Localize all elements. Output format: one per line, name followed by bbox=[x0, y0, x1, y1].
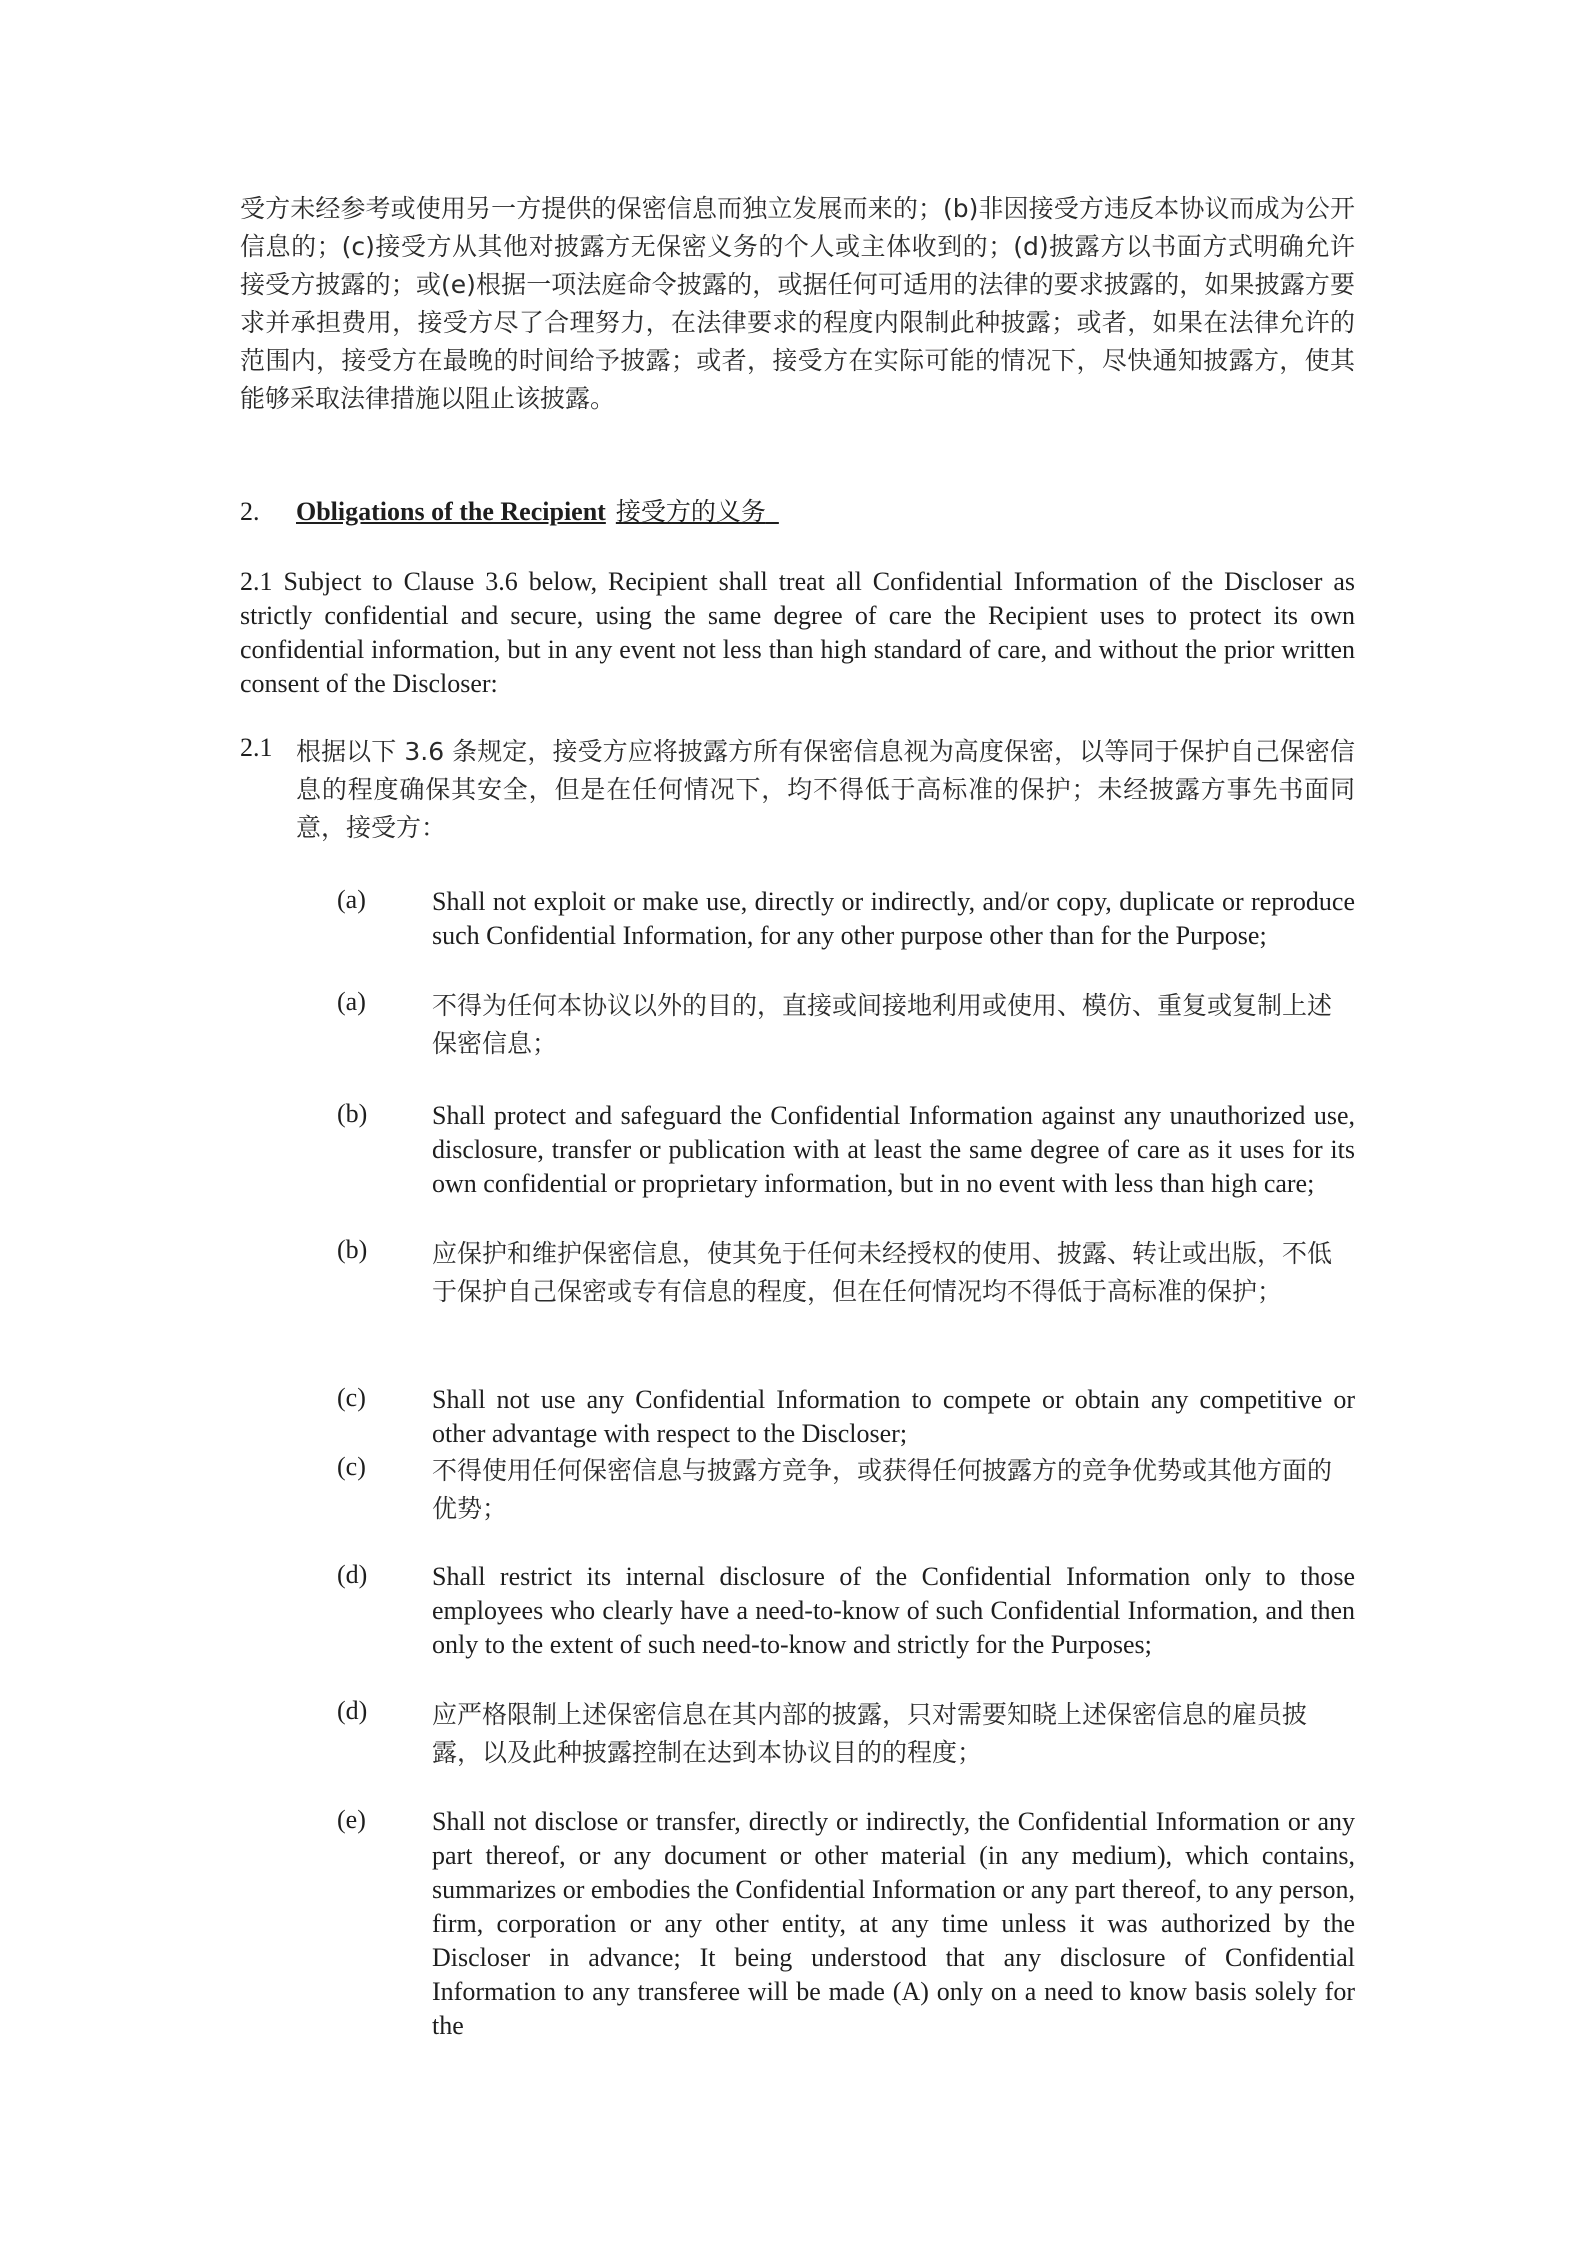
item-text: Shall not use any Confidential Information to compete or obtain any competitive or other advantage with respect to the Discloser; bbox=[432, 1385, 1355, 1448]
item-text: 应保护和维护保密信息，使其免于任何未经授权的使用、披露、转让或出版，不低于保护自己保密或专有信息的程度，但在任何情况均不得低于高标准的保护； bbox=[432, 1239, 1333, 1306]
item-label: (a) bbox=[337, 987, 366, 1016]
item-label: (b) bbox=[337, 1235, 368, 1264]
item-label: (e) bbox=[337, 1805, 366, 1834]
section-heading bbox=[240, 492, 1355, 532]
item-label: (c) bbox=[337, 1383, 366, 1412]
item-label: (b) bbox=[337, 1099, 368, 1128]
item-text: Shall not disclose or transfer, directly or indirectly, the Confidential Information or any part thereof, or any document or other material (in any medium), which contains, summarizes or embodies the Confidential Information or any part thereof, to any person, firm, corporation or any other entity, at any time unless it was authorized by the Discloser in advance; It being understood that any disclosure of Confidential Information to any transferee will be made (A) only on a need to know basis solely for the bbox=[432, 1807, 1355, 2040]
item-label: (d) bbox=[337, 1696, 368, 1725]
item-text: 不得使用任何保密信息与披露方竞争，或获得任何披露方的竞争优势或其他方面的优势； bbox=[432, 1456, 1333, 1523]
clause-2-1-zh-number: 2.1 bbox=[240, 733, 273, 762]
clause-2-1-zh-text: 根据以下 3.6 条规定，接受方应将披露方所有保密信息视为高度保密，以等同于保护自己保密信息的程度确保其安全，但是在任何情况下，均不得低于高标准的保护；未经披露方事先书面同意，接受方： bbox=[296, 737, 1355, 842]
section-title-zh: 接受方的义务 bbox=[615, 497, 766, 526]
item-text: 不得为任何本协议以外的目的，直接或间接地利用或使用、模仿、重复或复制上述保密信息； bbox=[432, 991, 1333, 1058]
section-number: 2. bbox=[240, 497, 260, 526]
item-text: Shall not exploit or make use, directly or indirectly, and/or copy, duplicate or reproduce such Confidential Information, for any other purpose other than for the Purpose; bbox=[432, 887, 1355, 950]
item-text: Shall restrict its internal disclosure of the Confidential Information only to those employees who clearly have a need-to-know of such Confidential Information, and then only to the extent of such need-to-know and strictly for the Purposes; bbox=[432, 1562, 1355, 1659]
item-text: 应严格限制上述保密信息在其内部的披露，只对需要知晓上述保密信息的雇员披露，以及此种披露控制在达到本协议目的的程度； bbox=[432, 1700, 1308, 1767]
item-text: Shall protect and safeguard the Confidential Information against any unauthorized use, disclosure, transfer or publication with at least the same degree of care as it uses for its own confidential or proprietary information, but in no event with less than high care; bbox=[432, 1101, 1355, 1198]
item-label: (d) bbox=[337, 1560, 368, 1589]
section-title bbox=[296, 492, 779, 532]
section-title-en: Obligations of the Recipient bbox=[296, 497, 606, 526]
item-label: (c) bbox=[337, 1452, 366, 1481]
item-label: (a) bbox=[337, 885, 366, 914]
intro-paragraph-zh: 受方未经参考或使用另一方提供的保密信息而独立发展而来的；(b)非因接受方违反本协议而成为公开信息的；(c)接受方从其他对披露方无保密义务的个人或主体收到的；(d)披露方以书面方式明确允许接受方披露的；或(e)根据一项法庭命令披露的，或据任何可适用的法律的要求披露的，如果披露方要求并承担费用，接受方尽了合理努力，在法律要求的程度内限制此种披露；或者，如果在法律允许的范围内，接受方在最晚的时间给予披露；或者，接受方在实际可能的情况下，尽快通知披露方，使其能够采取法律措施以阻止该披露。 bbox=[240, 194, 1355, 413]
clause-2-1-en: 2.1 Subject to Clause 3.6 below, Recipient shall treat all Confidential Information of the Discloser as strictly confidential and secure, using the same degree of care the Recipient uses to protect its own confidential information, but in any event not less than high standard of care, and without the prior written consent of the Discloser: bbox=[240, 567, 1355, 698]
